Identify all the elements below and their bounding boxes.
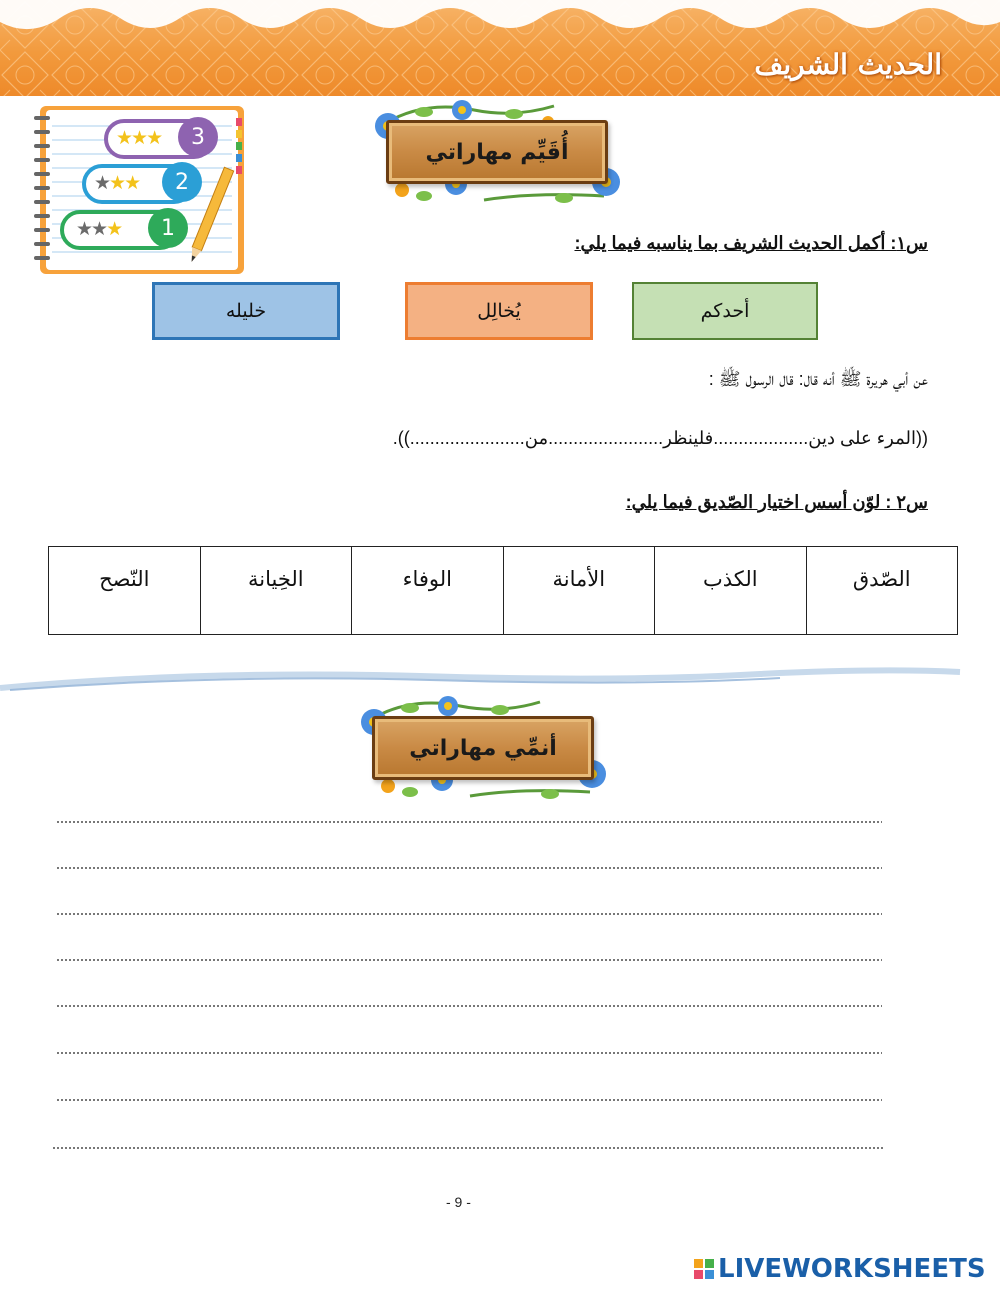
word-option-ahadukum[interactable]: أحدكم — [632, 282, 818, 340]
logo-blocks-icon — [694, 1259, 714, 1279]
writing-line[interactable] — [56, 1052, 882, 1054]
writing-line[interactable] — [56, 913, 882, 915]
word-option-khalilah[interactable]: خليله — [152, 282, 340, 340]
option-cell-lying[interactable]: الكذب — [655, 547, 806, 635]
word-option-yukhalil[interactable]: يُخالِل — [405, 282, 593, 340]
writing-line[interactable] — [56, 959, 882, 961]
wave-divider — [0, 660, 1000, 700]
question-1-text: س١: أكمل الحديث الشريف بما يناسبه فيما يلي: — [574, 233, 928, 253]
liveworksheets-logo — [694, 1254, 986, 1284]
header-banner — [0, 0, 1000, 96]
rating-badge-3: 3 — [178, 117, 218, 157]
option-cell-advice[interactable]: النّصح — [49, 547, 201, 635]
hadith-intro: عن أبي هريرة ﷺ أنه قال: قال الرسول ﷺ : — [708, 369, 928, 389]
writing-line[interactable] — [56, 1005, 882, 1007]
writing-line[interactable] — [56, 867, 882, 869]
rating-badge-1: 1 — [148, 208, 188, 248]
brand-name: LIVEWORKSHEETS — [718, 1254, 986, 1284]
option-cell-truthfulness[interactable]: الصّدق — [806, 547, 957, 635]
header-title: الحديث الشريف — [754, 48, 942, 81]
friend-qualities-table — [48, 546, 958, 635]
hadith-fill-blank[interactable]: ((المرء على دين...................فلينظر.......................من.......................)). — [392, 428, 928, 448]
page-number: - 9 - — [446, 1194, 471, 1210]
rating-stars-3: ★★★ — [116, 127, 162, 149]
section-heading-text: أُقَيِّم مهاراتي — [425, 139, 569, 165]
section-heading-evaluate — [374, 106, 614, 196]
option-cell-betrayal[interactable]: الخِيانة — [200, 547, 351, 635]
rating-stars-1: ★★★ — [76, 218, 122, 240]
writing-line[interactable] — [52, 1147, 884, 1149]
writing-line[interactable] — [56, 1099, 882, 1101]
section-heading-text: أنمِّي مهاراتي — [409, 735, 557, 761]
question-2-text: س٢ : لوّن أسس اختيار الصّديق فيما يلي: — [625, 492, 928, 512]
section-heading-develop — [360, 702, 600, 792]
rating-badge-2: 2 — [162, 162, 202, 202]
option-cell-loyalty[interactable]: الوفاء — [352, 547, 503, 635]
rating-stars-2: ★★★ — [94, 172, 140, 194]
writing-line[interactable] — [56, 821, 882, 823]
option-cell-honesty[interactable]: الأمانة — [503, 547, 654, 635]
